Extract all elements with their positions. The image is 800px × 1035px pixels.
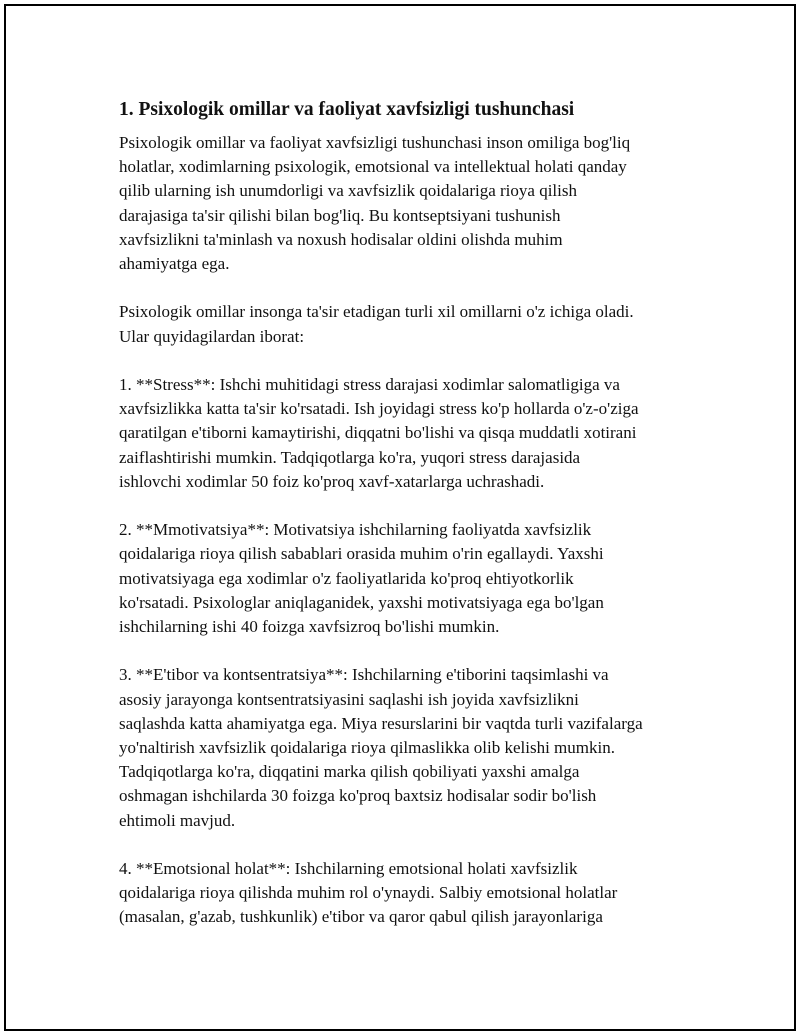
text-line: qoidalariga rioya qilishda muhim rol o'ynaydi. Salbiy emotsional holatlar [119, 883, 618, 903]
text-line: qilib ularning ish unumdorligi va xavfsizlik qoidalariga rioya qilish [119, 181, 577, 201]
paragraph-stress [119, 373, 699, 494]
text-line: darajasiga ta'sir qilishi bilan bog'liq. Bu kontseptsiyani tushunish [119, 205, 561, 225]
paragraph-attention [119, 663, 699, 832]
text-line: holatlar, xodimlarning psixologik, emotsional va intellektual holati qanday [119, 157, 627, 177]
text-line: zaiflashtirishi mumkin. Tadqiqotlarga ko'ra, yuqori stress darajasida [119, 447, 581, 467]
text-line: 2. **Mmotivatsiya**: Motivatsiya ishchilarning faoliyatda xavfsizlik [119, 520, 592, 540]
text-line: xavfsizlikka katta ta'sir ko'rsatadi. Ish joyidagi stress ko'p hollarda o'z-o'ziga [119, 399, 639, 419]
text-line: xavfsizlikni ta'minlash va noxush hodisalar oldini olishda muhim [119, 229, 563, 249]
text-line: 4. **Emotsional holat**: Ishchilarning emotsional holati xavfsizlik [119, 859, 578, 879]
text-line: saqlashda katta ahamiyatga ega. Miya resurslarini bir vaqtda turli vazifalarga [119, 713, 643, 733]
paragraph-emotional-state [119, 857, 699, 930]
text-line: Psixologik omillar insonga ta'sir etadigan turli xil omillarni o'z ichiga oladi. [119, 302, 634, 322]
text-line: ishlovchi xodimlar 50 foiz ko'proq xavf-xatarlarga uchrashadi. [119, 471, 545, 491]
text-line: ishchilarning ishi 40 foizga xavfsizroq bo'lishi mumkin. [119, 617, 500, 637]
text-line: qoidalariga rioya qilish sabablari orasida muhim o'rin egallaydi. Yaxshi [119, 544, 604, 564]
text-line: ahamiyatga ega. [119, 254, 230, 274]
text-line: Psixologik omillar va faoliyat xavfsizligi tushunchasi inson omiliga bog'liq [119, 133, 631, 152]
text-line: ehtimoli mavjud. [119, 810, 236, 830]
paragraph-motivation [119, 518, 699, 639]
text-line: (masalan, g'azab, tushkunlik) e'tibor va qaror qabul qilish jarayonlariga [119, 907, 603, 927]
text-line: motivatsiyaga ega xodimlar o'z faoliyatlarida ko'proq ehtiyotkorlik [119, 568, 574, 588]
text-line: oshmagan ishchilarda 30 foizga ko'proq baxtsiz hodisalar sodir bo'lish [119, 786, 597, 806]
text-line: 3. **E'tibor va kontsentratsiya**: Ishchilarning e'tiborini taqsimlashi va [119, 665, 609, 685]
document-body [119, 97, 699, 954]
text-line: qaratilgan e'tiborni kamaytirishi, diqqatni bo'lishi va qisqa muddatli xotirani [119, 423, 637, 443]
text-line: Ular quyidagilardan iborat: [119, 326, 305, 346]
text-line: ko'rsatadi. Psixologlar aniqlaganidek, yaxshi motivatsiyaga ega bo'lgan [119, 592, 604, 612]
text-line: asosiy jarayonga kontsentratsiyasini saqlashi ish joyida xavfsizlikni [119, 689, 579, 709]
text-line: 1. **Stress**: Ishchi muhitidagi stress darajasi xodimlar salomatligiga va [119, 375, 620, 394]
text-line: yo'naltirish xavfsizlik qoidalariga rioya qilmaslikka olib kelishi mumkin. [119, 738, 615, 758]
section-heading: 1. Psixologik omillar va faoliyat xavfsizligi tushunchasi [119, 99, 575, 120]
text-line: Tadqiqotlarga ko'ra, diqqatini marka qilish qobiliyati yaxshi amalga [119, 762, 580, 782]
page-frame [4, 4, 796, 1031]
paragraph-factors-intro [119, 300, 699, 348]
paragraph-intro [119, 131, 699, 276]
